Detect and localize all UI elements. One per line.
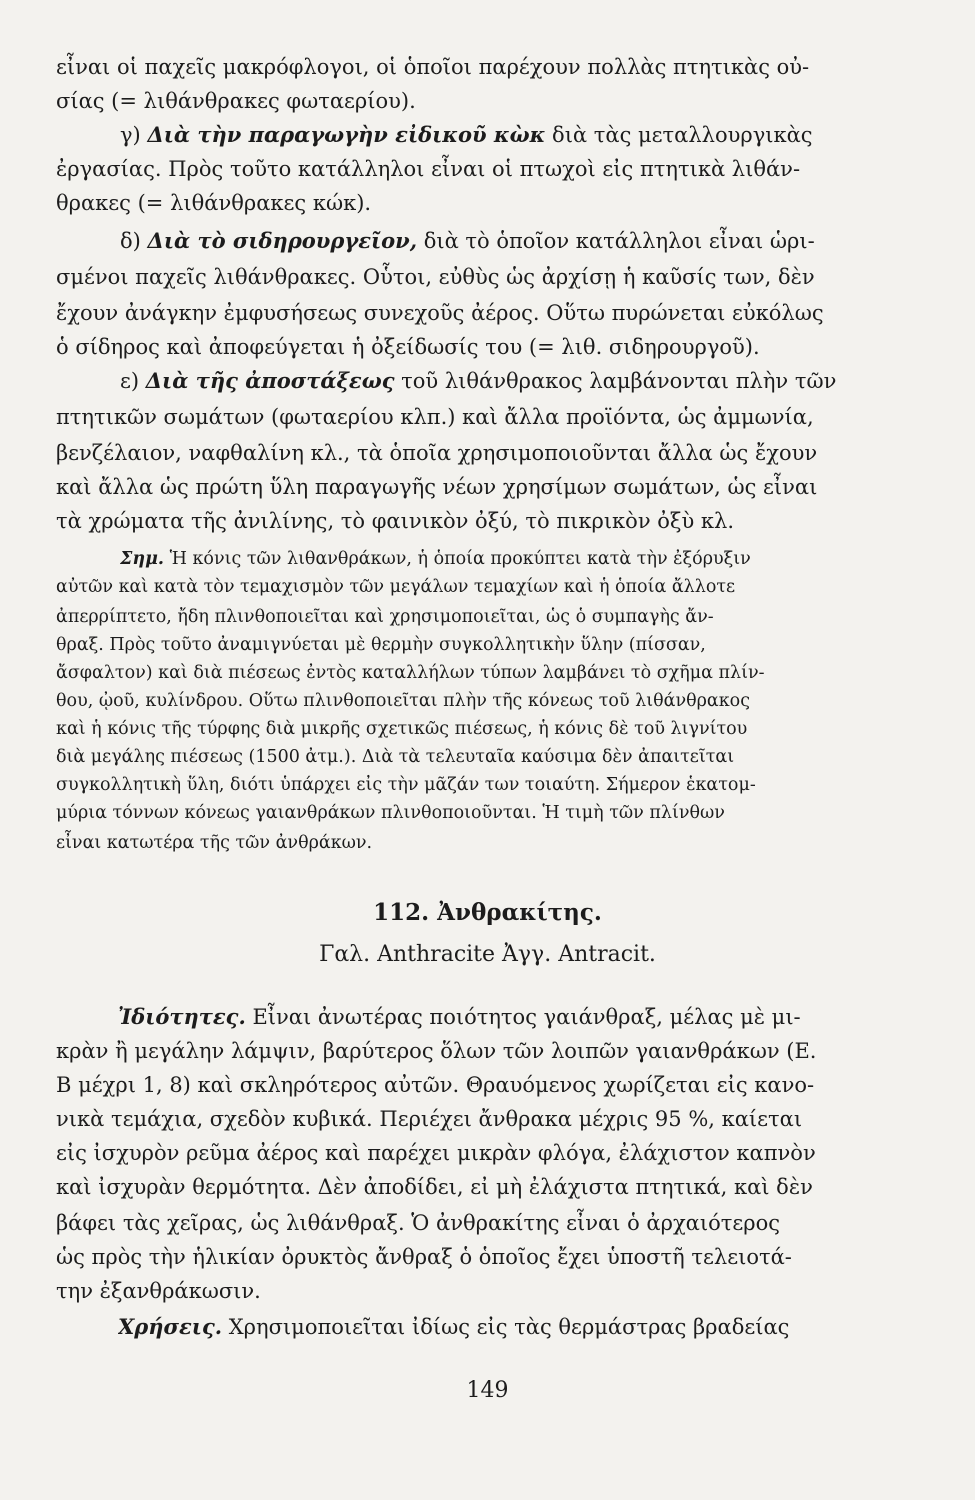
text-line: βενζέλαιον, ναφθαλίνη κλ., τὰ ὁποῖα χρησιμοποιοῦνται ἄλλα ὡς ἔχουν xyxy=(56,441,818,465)
note-text: Ἡ κόνις τῶν λιθανθράκων, ἡ ὁποία προκύπτει κατὰ τὴν ἐξόρυξιν xyxy=(164,549,751,569)
note-line: συγκολλητικὴ ὕλη, διότι ὑπάρχει εἰς τὴν μᾶζάν των τοιαύτη. Σήμερον ἑκατομ- xyxy=(56,775,756,795)
item-text: διὰ τὸ ὁποῖον κατάλληλοι εἶναι ὡρι- xyxy=(417,229,815,253)
item-label: γ) xyxy=(120,123,141,147)
item-title: Διὰ τὴν παραγωγὴν εἰδικοῦ κὼκ xyxy=(147,122,546,147)
properties-label: Ἰδιότητες. xyxy=(118,1004,246,1029)
note-label: Σημ. xyxy=(120,549,164,569)
note-line: θου, ᾠοῦ, κυλίνδρου. Οὕτω πλινθοποιεῖται πλὴν τῆς κόνεως τοῦ λιθάνθρακος xyxy=(56,691,751,711)
text-line: κρὰν ἢ μεγάλην λάμψιν, βαρύτερος ὅλων τῶν λοιπῶν γαιανθράκων (Ε. xyxy=(56,1039,817,1063)
text-line: τὰ χρώματα τῆς ἀνιλίνης, τὸ φαινικὸν ὀξύ, τὸ πικρικὸν ὀξὺ κλ. xyxy=(56,509,735,533)
text-line: θρακες (= λιθάνθρακες κώκ). xyxy=(56,191,372,215)
text-line: ὡς πρὸς τὴν ἡλικίαν ὀρυκτὸς ἄνθραξ ὁ ὁποῖος ἔχει ὑποστῆ τελειοτά- xyxy=(56,1245,792,1269)
item-label: ε) xyxy=(120,369,140,393)
item-label: δ) xyxy=(120,229,141,253)
item-e-first-line xyxy=(120,366,880,396)
section-heading: 112. Ἀνθρακίτης. xyxy=(373,899,602,926)
note-first-line xyxy=(120,546,880,572)
text-line: σμένοι παχεῖς λιθάνθρακες. Οὗτοι, εὐθὺς ὡς ἀρχίσῃ ἡ καῦσίς των, δὲν xyxy=(56,265,815,289)
text-line: εἶναι οἱ παχεῖς μακρόφλογοι, οἱ ὁποῖοι παρέχουν πολλὰς πτητικὰς οὐ- xyxy=(56,55,810,79)
item-g-first-line xyxy=(120,120,880,150)
text-line: ἔχουν ἀνάγκην ἐμφυσήσεως συνεχοῦς ἀέρος. Οὕτω πυρώνεται εὐκόλως xyxy=(56,301,824,325)
uses-first-line xyxy=(118,1312,880,1342)
properties-first-line xyxy=(118,1002,880,1032)
note-line: καὶ ἡ κόνις τῆς τύρφης διὰ μικρῆς σχετικῶς πιέσεως, ἡ κόνις δὲ τοῦ λιγνίτου xyxy=(56,719,748,739)
note-line: μύρια τόννων κόνεως γαιανθράκων πλινθοποιοῦνται. Ἡ τιμὴ τῶν πλίνθων xyxy=(56,803,725,823)
item-d-first-line xyxy=(120,226,880,256)
text-line: καὶ ἰσχυρὰν θερμότητα. Δὲν ἀποδίδει, εἰ μὴ ἐλάχιστα πτητικά, καὶ δὲν xyxy=(56,1175,813,1199)
text-line: βάφει τὰς χεῖρας, ὡς λιθάνθραξ. Ὁ ἀνθρακίτης εἶναι ὁ ἀρχαιότερος xyxy=(56,1211,780,1235)
item-title: Διὰ τὸ σιδηρουργεῖον, xyxy=(147,228,418,253)
text-line: πτητικῶν σωμάτων (φωταερίου κλπ.) καὶ ἄλλα προϊόντα, ὡς ἀμμωνία, xyxy=(56,405,814,429)
text-line: ὁ σίδηρος καὶ ἀποφεύγεται ἡ ὀξείδωσίς του (= λιθ. σιδηρουργοῦ). xyxy=(56,335,760,359)
text-line: Β μέχρι 1, 8) καὶ σκληρότερος αὐτῶν. Θραυόμενος χωρίζεται εἰς κανο- xyxy=(56,1073,815,1097)
text-line: σίας (= λιθάνθρακες φωταερίου). xyxy=(56,89,416,113)
uses-label: Χρήσεις. xyxy=(118,1314,223,1339)
text-line: καὶ ἄλλα ὡς πρώτη ὕλη παραγωγῆς νέων χρησίμων σωμάτων, ὡς εἶναι xyxy=(56,475,818,499)
note-line: διὰ μεγάλης πιέσεως (1500 ἀτμ.). Διὰ τὰ τελευταῖα καύσιμα δὲν ἀπαιτεῖται xyxy=(56,747,735,767)
text-line: την ἐξανθράκωσιν. xyxy=(56,1279,261,1303)
note-line: ἀπερρίπτετο, ἤδη πλινθοποιεῖται καὶ χρησιμοποιεῖται, ὡς ὁ συμπαγὴς ἄν- xyxy=(56,607,714,627)
text-line: εἰς ἰσχυρὸν ρεῦμα ἀέρος καὶ παρέχει μικρὰν φλόγα, ἐλάχιστον καπνὸν xyxy=(56,1141,816,1165)
uses-text: Χρησιμοποιεῖται ἰδίως εἰς τὰς θερμάστρας βραδείας xyxy=(222,1315,790,1339)
text-line: ἐργασίας. Πρὸς τοῦτο κατάλληλοι εἶναι οἱ πτωχοὶ εἰς πτητικὰ λιθάν- xyxy=(56,157,801,181)
page-number: 149 xyxy=(466,1378,509,1403)
note-line: αὐτῶν καὶ κατὰ τὸν τεμαχισμὸν τῶν μεγάλων τεμαχίων καὶ ἡ ὁποία ἄλλοτε xyxy=(56,577,736,597)
section-subtitle: Γαλ. Anthracite Ἀγγ. Antracit. xyxy=(319,942,656,967)
properties-text: Εἶναι ἀνωτέρας ποιότητος γαιάνθραξ, μέλας μὲ μι- xyxy=(245,1005,801,1029)
item-text: τοῦ λιθάνθρακος λαμβάνονται πλὴν τῶν xyxy=(394,369,837,393)
note-line: θραξ. Πρὸς τοῦτο ἀναμιγνύεται μὲ θερμὴν συγκολλητικὴν ὕλην (πίσσαν, xyxy=(56,635,706,655)
item-text: διὰ τὰς μεταλλουργικὰς xyxy=(545,123,813,147)
text-line: νικὰ τεμάχια, σχεδὸν κυβικά. Περιέχει ἄνθρακα μέχρις 95 %, καίεται xyxy=(56,1107,803,1131)
item-title: Διὰ τῆς ἀποστάξεως xyxy=(145,368,395,393)
note-line: ἄσφαλτον) καὶ διὰ πιέσεως ἐντὸς καταλλήλων τύπων λαμβάνει τὸ σχῆμα πλίν- xyxy=(56,663,765,683)
note-line: εἶναι κατωτέρα τῆς τῶν ἀνθράκων. xyxy=(56,833,373,853)
